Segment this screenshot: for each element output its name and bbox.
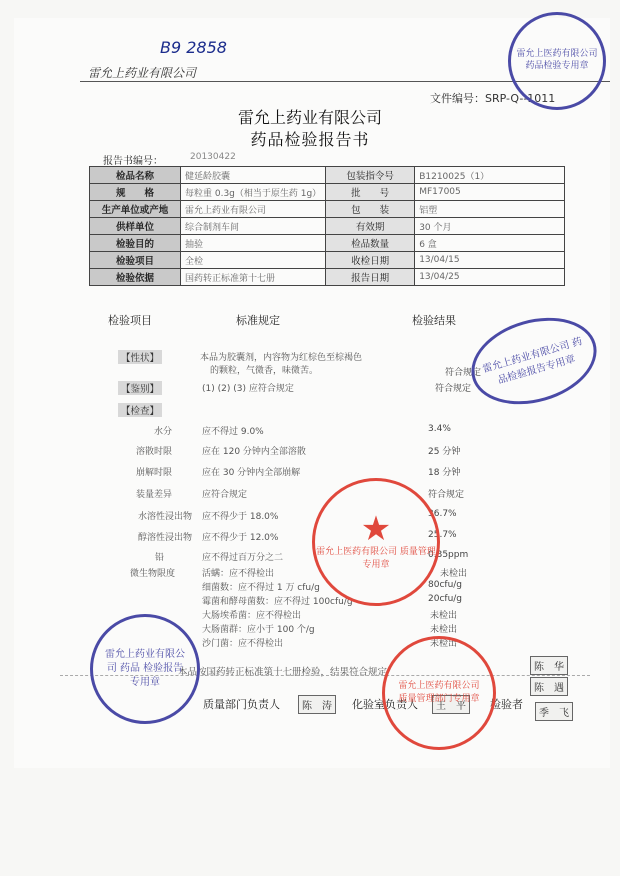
check-standard: 应不得过百万分之二	[202, 553, 284, 563]
info-label: 报告日期	[326, 269, 415, 286]
info-label: 检验依据	[90, 269, 181, 286]
star-icon: ★	[360, 509, 392, 550]
company-header: 雷允上药业有限公司	[88, 66, 197, 80]
info-value: 健延龄胶囊	[181, 167, 326, 184]
inspector-label: 检验者	[490, 698, 523, 711]
micro-result: 未检出	[430, 639, 458, 649]
info-value: 全检	[181, 252, 326, 269]
report-title: 药品检验报告书	[250, 130, 370, 149]
info-label: 供样单位	[90, 218, 181, 235]
info-label: 检验项目	[90, 252, 181, 269]
check-standard: 应在 120 分钟内全部溶散	[202, 447, 306, 457]
col-header-result: 检验结果	[412, 314, 456, 327]
table-row	[90, 184, 565, 201]
table-row	[90, 235, 565, 252]
micro-item: 微生物限度	[130, 569, 176, 579]
info-value: 抽验	[181, 235, 326, 252]
check-standard: 应符合规定	[202, 490, 248, 500]
lab-signature: 王 平	[432, 695, 470, 714]
micro-standard: 活螨：应不得检出	[202, 569, 275, 579]
check-standard: 应不得少于 12.0%	[202, 533, 279, 543]
conclusion-text: 本品按国药转正标准第十七册检验，结果符合规定	[178, 667, 388, 678]
stamp-text: 雷允上医药有限公司 质量管理部门专用章	[398, 681, 480, 704]
check-item: 崩解时限	[135, 468, 172, 478]
check-item: 溶散时限	[135, 447, 172, 457]
info-value: 铝塑	[415, 201, 565, 218]
table-row	[90, 218, 565, 235]
section-inspection: 【检查】	[118, 403, 162, 417]
check-standard: 应在 30 分钟内全部崩解	[202, 468, 301, 478]
stamp-text: 雷允上药业有限公司 药品检验报告专用章	[481, 336, 584, 387]
handwritten-number: B9 2858	[160, 38, 227, 57]
check-item: 醇溶性浸出物	[137, 533, 192, 543]
table-row	[90, 269, 565, 286]
appearance-text-2: 的颗粒，气微香，味微苦。	[210, 366, 319, 376]
micro-result: 20cfu/g	[428, 594, 463, 604]
info-table	[89, 166, 565, 286]
micro-standard: 霉菌和酵母菌数：应不得过 100cfu/g	[202, 597, 353, 607]
file-number-value: SRP-Q--1011	[485, 92, 556, 105]
check-result: 25 分钟	[428, 447, 461, 457]
identification-text: (1) (2) (3) 应符合规定	[202, 384, 294, 394]
check-result: 36.7%	[428, 509, 457, 519]
reviewer-signature: 陈 遇	[530, 677, 568, 696]
micro-result: 未检出	[430, 625, 458, 635]
info-label: 包 装	[326, 201, 415, 218]
lab-label: 化验室负责人	[352, 698, 418, 711]
info-value: MF17005	[415, 184, 565, 201]
info-value: B1210025（1）	[415, 167, 565, 184]
report-no-value: 20130422	[190, 152, 236, 162]
file-number-label: 文件编号：	[430, 92, 485, 105]
info-value: 国药转正标准第十七册	[181, 269, 326, 286]
appearance-text-1: 本品为胶囊剂，内容物为红棕色至棕褐色	[200, 353, 363, 363]
stamp-center-red	[312, 478, 440, 606]
stamp-bottom-left	[90, 614, 200, 724]
stamp-text: 雷允上医药有限公司	[516, 49, 598, 60]
check-item: 装量差异	[135, 490, 172, 500]
info-value: 雷允上药业有限公司	[181, 201, 326, 218]
info-label: 检品名称	[90, 167, 181, 184]
info-label: 有效期	[326, 218, 415, 235]
micro-result: 未检出	[430, 611, 458, 621]
col-header-standard: 标准规定	[236, 314, 280, 327]
inspector-signature-2: 季 飞	[535, 702, 573, 721]
stamp-text: 雷允上药业有限公司 药品 检验报告专用章	[105, 649, 185, 688]
micro-standard: 细菌数：应不得过 1 万 cfu/g	[202, 583, 320, 593]
info-label: 包装指令号	[326, 167, 415, 184]
micro-standard: 大肠埃希菌：应不得检出	[202, 611, 302, 621]
company-title: 雷允上药业有限公司	[237, 108, 382, 127]
info-value: 综合制剂车间	[181, 218, 326, 235]
identification-result: 符合规定	[435, 384, 472, 394]
micro-standard: 大肠菌群：应小于 100 个/g	[202, 625, 315, 635]
table-row	[90, 252, 565, 269]
check-result: 3.4%	[428, 424, 451, 434]
section-identification: 【鉴别】	[118, 381, 162, 395]
info-label: 检品数量	[326, 235, 415, 252]
info-value: 13/04/15	[415, 252, 565, 269]
stamp-bottom-right	[382, 636, 496, 750]
micro-result: 未检出	[440, 569, 468, 579]
qa-signature: 陈 涛	[298, 695, 336, 714]
check-result: 18 分钟	[428, 468, 461, 478]
col-header-item: 检验项目	[108, 314, 152, 327]
check-standard: 应不得过 9.0%	[202, 427, 264, 437]
check-item: 水分	[153, 427, 172, 437]
inspector-signature-1: 陈 华	[530, 656, 568, 675]
check-item: 铅	[154, 553, 164, 563]
check-result: 符合规定	[428, 490, 465, 500]
appearance-result: 符合规定	[445, 368, 482, 378]
info-value: 13/04/25	[415, 269, 565, 286]
info-label: 检验目的	[90, 235, 181, 252]
stamp-text: 雷允上医药有限公司 质量管理专用章	[316, 547, 436, 570]
info-label: 收检日期	[326, 252, 415, 269]
stamp-top-right	[508, 12, 606, 110]
info-label: 生产单位或产地	[90, 201, 181, 218]
check-standard: 应不得少于 18.0%	[202, 512, 279, 522]
micro-standard: 沙门菌：应不得检出	[202, 639, 284, 649]
table-row	[90, 167, 565, 184]
check-result: 0.35ppm	[428, 550, 469, 560]
stamp-text: 药品检验专用章	[525, 61, 589, 71]
micro-result: 80cfu/g	[428, 580, 463, 590]
section-appearance: 【性状】	[118, 350, 162, 364]
table-row	[90, 201, 565, 218]
info-label: 批 号	[326, 184, 415, 201]
check-item: 水溶性浸出物	[137, 512, 192, 522]
info-label: 规 格	[90, 184, 181, 201]
info-value: 6 盒	[415, 235, 565, 252]
report-no-label: 报告书编号：	[103, 156, 163, 167]
qa-label: 质量部门负责人	[203, 698, 280, 711]
info-value: 30 个月	[415, 218, 565, 235]
info-value: 每粒重 0.3g（相当于原生药 1g）	[181, 184, 326, 201]
check-result: 25.7%	[428, 530, 457, 540]
